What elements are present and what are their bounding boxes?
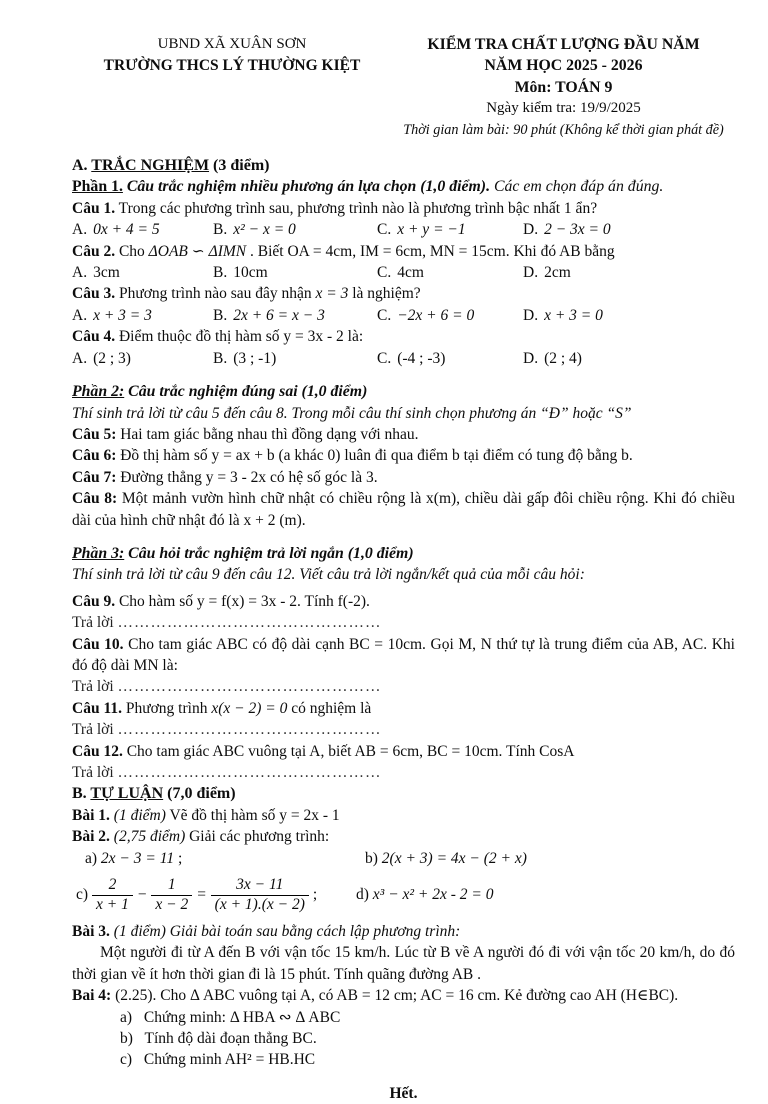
option-d [523,348,735,369]
option-d-label: D. [523,306,539,324]
exercise-3-text: Giải bài toán sau bằng cách lập phương trình: [165,923,461,941]
question-9 [72,591,735,612]
option-a-value: (2 ; 3) [93,349,131,367]
question-10-text: Cho tam giác ABC có độ dài cạnh BC = 10cm. Gọi M, N thứ tự là trung điểm của AB, AC. Khi đó độ dài MN là: [72,635,735,674]
exercise-1 [72,805,735,826]
question-6-text: Đồ thị hàm số y = ax + b (a khác 0) luân đi qua điểm b tại điểm có tung độ bằng b. [116,447,633,465]
section-b-heading [72,783,735,804]
section-b-title: TỰ LUẬN [90,785,164,803]
school-name: TRƯỜNG THCS LÝ THƯỜNG KIỆT [103,57,361,75]
exercise-4-subitems [72,1007,735,1071]
option-c [377,219,523,240]
question-2 [72,241,735,262]
question-3 [72,283,735,304]
exercise-4c-label: c) [120,1051,133,1069]
question-8 [72,488,735,531]
exam-title-block [392,34,735,141]
option-c [377,348,523,369]
answer-label: Trả lời [72,678,118,696]
fraction-1 [92,876,133,914]
document-header [72,34,735,141]
equals-operator: = [196,886,207,904]
part-1-heading [72,176,735,197]
option-c-value: 4cm [397,264,424,282]
option-b [213,305,377,326]
question-10-number: Câu 10. [72,635,124,653]
question-9-number: Câu 9. [72,592,116,610]
exercise-4b-label: b) [120,1030,133,1048]
question-7 [72,467,735,488]
option-d-value: (2 ; 4) [544,349,582,367]
question-11 [72,698,735,719]
exam-duration: Thời gian làm bài: 90 phút (Không kể thời gian phát đề) [403,121,724,138]
option-d [523,305,735,326]
question-5-text: Hai tam giác bằng nhau thì đồng dạng với nhau. [116,425,419,443]
end-marker: Hết. [389,1084,418,1102]
exercise-2b [365,848,735,869]
fraction-2-denominator: x − 2 [155,895,189,913]
option-c-value: −2x + 6 = 0 [397,306,475,324]
issuing-organization [72,34,392,141]
option-c-value: x + y = −1 [397,221,466,239]
option-b-value: x² − x = 0 [233,221,296,239]
fraction-2-numerator: 1 [151,876,192,896]
exercise-4a-label: a) [120,1008,133,1026]
question-2-math: ΔOAB ∽ ΔIMN [148,242,247,260]
question-2-options [72,262,735,283]
question-6-number: Câu 6: [72,447,117,465]
exercise-2-row-ab [72,848,735,869]
option-c-label: C. [377,264,392,282]
exercise-4 [72,985,735,1006]
option-b [213,219,377,240]
exercise-2a-equation: 2x − 3 = 11 [100,849,175,867]
option-d-value: 2cm [544,264,571,282]
question-5 [72,424,735,445]
part-3-note: Thí sinh trả lời từ câu 9 đến câu 12. Viết câu trả lời ngắn/kết quả của mỗi câu hỏi: [72,566,585,584]
option-c-label: C. [377,221,392,239]
option-b-value: (3 ; -1) [233,349,277,367]
fraction-3-numerator: 3x − 11 [211,876,309,896]
option-d [523,219,735,240]
question-1-options [72,219,735,240]
option-a [72,305,213,326]
exercise-3 [72,921,735,942]
fraction-1-denominator: x + 1 [96,895,129,913]
option-a-label: A. [72,264,88,282]
answer-dots: ………………………………………… [117,721,382,739]
exercise-2d-equation: x³ − x² + 2x - 2 = 0 [372,886,494,904]
option-c [377,262,523,283]
option-a-label: A. [72,306,88,324]
option-b-value: 2x + 6 = x − 3 [233,306,325,324]
part-2-title: Câu trắc nghiệm đúng sai (1,0 điểm) [124,383,368,401]
exercise-4a-text: Chứng minh: Δ HBA ∾ Δ ABC [140,1008,341,1026]
question-2-number: Câu 2. [72,242,116,260]
option-b [213,262,377,283]
exercise-2b-equation: 2(x + 3) = 4x − (2 + x) [381,849,527,867]
option-d [523,262,735,283]
part-2-heading [72,381,735,402]
question-3-pre: Phương trình nào sau đây nhận [115,285,316,303]
section-a-title: TRẮC NGHIỆM [91,157,210,175]
question-12-text: Cho tam giác ABC vuông tại A, biết AB = 6cm, BC = 10cm. Tính CosA [122,742,575,760]
question-9-text: Cho hàm số y = f(x) = 3x - 2. Tính f(-2). [115,592,370,610]
question-8-number: Câu 8: [72,490,118,508]
section-b-points: (7,0 điểm) [163,785,236,803]
option-a-value: 3cm [93,264,120,282]
option-a-label: A. [72,221,88,239]
exercise-2a-end: ; [174,849,183,867]
exercise-2d [356,884,735,905]
option-c-label: C. [377,306,392,324]
option-b-value: 10cm [233,264,268,282]
option-d-label: D. [523,264,539,282]
exercise-2d-label: d) [356,886,373,904]
exercise-3-number: Bài 3. [72,923,110,941]
exercise-2-points: (2,75 điểm) [109,828,186,846]
option-c-label: C. [377,349,392,367]
exercise-4a [120,1007,735,1028]
option-b-label: B. [213,221,228,239]
option-c-value: (-4 ; -3) [397,349,446,367]
question-3-options [72,305,735,326]
part-1-title: Câu trắc nghiệm nhiều phương án lựa chọn (1,0 điểm). [122,178,491,196]
answer-line-10 [72,676,735,697]
answer-dots: ………………………………………… [117,614,382,632]
section-a-heading [72,155,735,176]
option-a [72,219,213,240]
exam-date: Ngày kiểm tra: 19/9/2025 [486,100,641,117]
question-3-math: x = 3 [315,285,349,303]
question-2-pre: Cho [115,242,149,260]
exercise-2c-end: ; [312,886,318,904]
answer-line-12 [72,762,735,783]
question-5-number: Câu 5: [72,425,117,443]
question-1-number: Câu 1. [72,199,116,217]
question-10 [72,634,735,677]
exercise-1-text: Vẽ đồ thị hàm số y = 2x - 1 [165,806,340,824]
part-1-label: Phần 1. [72,178,123,196]
fraction-1-numerator: 2 [92,876,133,896]
question-11-math: x(x − 2) = 0 [211,699,288,717]
question-1 [72,198,735,219]
exercise-1-points: (1 điểm) [109,806,166,824]
subject: Môn: TOÁN 9 [514,78,613,96]
exercise-2-number: Bài 2. [72,828,110,846]
option-a-value: x + 3 = 3 [93,306,152,324]
option-a-value: 0x + 4 = 5 [93,221,160,239]
question-6 [72,445,735,466]
option-b-label: B. [213,264,228,282]
option-b-label: B. [213,306,228,324]
option-a-label: A. [72,349,88,367]
school-year: NĂM HỌC 2025 - 2026 [484,57,643,75]
answer-label: Trả lời [72,614,118,632]
section-a-label: A. [72,157,92,175]
option-d-value: 2 − 3x = 0 [544,221,611,239]
answer-dots: ………………………………………… [117,678,382,696]
exercise-2a-label: a) [85,849,101,867]
answer-line-11 [72,719,735,740]
question-1-text: Trong các phương trình sau, phương trình nào là phương trình bậc nhất 1 ẩn? [115,199,598,217]
question-12-number: Câu 12. [72,742,123,760]
question-11-pre: Phương trình [121,699,212,717]
exercise-4b [120,1028,735,1049]
exercise-4b-text: Tính độ dài đoạn thẳng BC. [140,1030,317,1048]
exercise-1-number: Bài 1. [72,806,110,824]
question-3-post: là nghiệm? [348,285,421,303]
answer-label: Trả lời [72,764,118,781]
option-b [213,348,377,369]
exercise-4c [120,1049,735,1070]
exercise-4c-text: Chứng minh AH² = HB.HC [140,1051,316,1069]
part-2-note: Thí sinh trả lời từ câu 5 đến câu 8. Trong mỗi câu thí sinh chọn phương án “Đ” hoặc “S” [72,404,632,422]
answer-dots: ………………………………………… [117,764,382,781]
exam-title: KIỂM TRA CHẤT LƯỢNG ĐẦU NĂM [427,36,700,53]
exercise-3-points: (1 điểm) [109,923,166,941]
option-d-label: D. [523,349,539,367]
question-4-text: Điểm thuộc đồ thị hàm số y = 3x - 2 là: [115,328,364,346]
exercise-2c-label: c) [76,886,89,904]
fraction-3 [211,876,309,914]
part-3-heading [72,543,735,564]
question-7-number: Câu 7: [72,468,117,486]
exercise-3-problem: Một người đi từ A đến B với vận tốc 15 km/h. Lúc từ B về A người đó đi với vận tốc 20 km/h, do đó thời gian về ít hơn thời gian đi là 15 phút. Tính quãng đường AB . [72,944,735,983]
question-11-post: có nghiệm là [287,699,372,717]
option-c [377,305,523,326]
exercise-2-row-cd [72,869,735,921]
question-8-text: Một mảnh vườn hình chữ nhật có chiều rộng là x(m), chiều dài gấp đôi chiều rộng. Khi đó chiều dài của hình chữ nhật đó là x + 2 (m). [72,490,735,529]
minus-operator: − [136,886,148,904]
part-2-label: Phần 2: [72,383,125,401]
question-12 [72,741,735,762]
exercise-2b-label: b) [365,849,382,867]
option-b-label: B. [213,349,228,367]
exercise-2-text: Giải các phương trình: [185,828,330,846]
question-3-number: Câu 3. [72,285,116,303]
option-d-value: x + 3 = 0 [544,306,603,324]
exercise-2c [76,876,356,914]
section-b-label: B. [72,785,91,803]
question-4-number: Câu 4. [72,328,116,346]
org-name: UBND XÃ XUÂN SƠN [157,36,307,52]
exercise-2a [85,848,365,869]
part-1-note: Các em chọn đáp án đúng. [490,178,664,196]
option-a [72,348,213,369]
fraction-3-denominator: (x + 1).(x − 2) [214,895,305,913]
part-3-title: Câu hỏi trắc nghiệm trả lời ngắn (1,0 điểm) [124,544,414,562]
part-3-label: Phần 3: [72,544,125,562]
fraction-2 [151,876,192,914]
exercise-2 [72,826,735,847]
section-a-points: (3 điểm) [209,157,270,175]
question-7-text: Đường thẳng y = 3 - 2x có hệ số góc là 3. [116,468,378,486]
exercise-4-number: Bai 4: [72,987,112,1005]
question-4 [72,326,735,347]
exercise-4-text: (2.25). Cho Δ ABC vuông tại A, có AB = 12 cm; AC = 16 cm. Kẻ đường cao AH (H∈BC). [111,987,679,1005]
question-4-options [72,348,735,369]
option-a [72,262,213,283]
question-2-post: . Biết OA = 4cm, IM = 6cm, MN = 15cm. Khi đó AB bằng [246,242,615,260]
question-11-number: Câu 11. [72,699,122,717]
answer-label: Trả lời [72,721,118,739]
option-d-label: D. [523,221,539,239]
answer-line-9 [72,612,735,633]
